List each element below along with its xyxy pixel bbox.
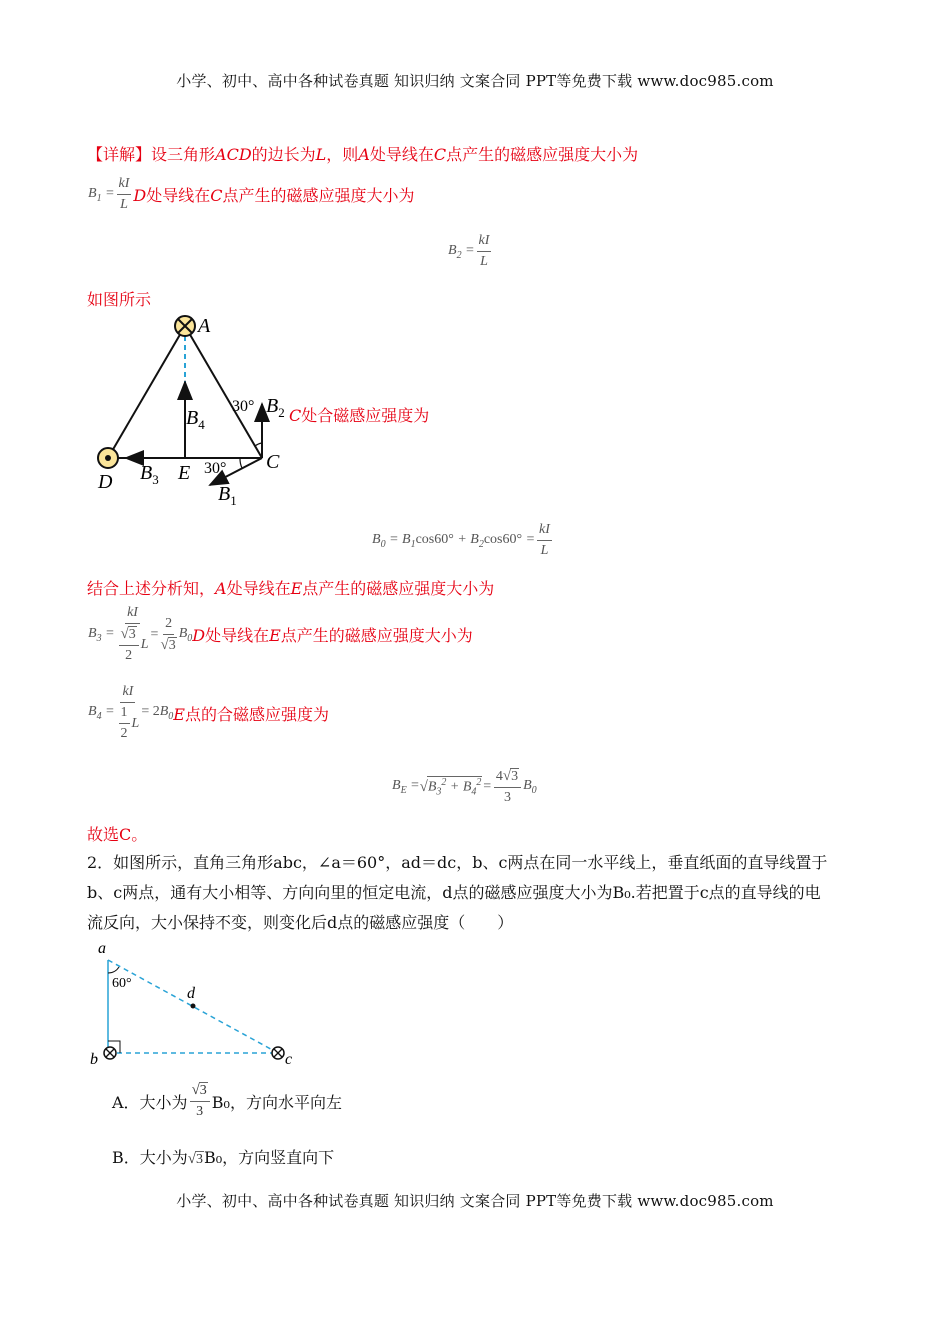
text: 结合上述分析知， [87, 579, 216, 598]
current-into-page-icon [272, 1047, 284, 1059]
current-into-page-icon [104, 1047, 116, 1059]
text: 设三角形 [151, 145, 216, 164]
figure-triangle-abc [85, 940, 315, 1070]
side-ac [185, 326, 262, 458]
answer-text: 故选C。 [87, 825, 148, 844]
formula-b1: $\frac{kI}{L}$ [118, 176, 130, 212]
var-E: E [269, 626, 281, 645]
label-B2: $B_2$ [266, 395, 285, 420]
var-L: L [315, 145, 327, 164]
page-header: 小学、初中、高中各种试卷真题 知识归纳 文案合同 PPT等免费下载 www.doc985.com [176, 72, 774, 90]
var-C: C [433, 145, 447, 164]
text: 点产生的磁感应强度大小为 [446, 145, 639, 164]
question-line-3: 流反向，大小保持不变，则变化后d点的磁感应强度（ ） [87, 913, 514, 932]
formula-b0: $B_0 = B_1\cos 60^\circ + B_2\cos 60^\circ$ = $\frac{kI}{L}$ [372, 522, 550, 558]
combine-text [87, 576, 494, 599]
current-out-of-page-icon [98, 448, 118, 468]
var-D: D [133, 186, 147, 205]
question-line-1: 2．如图所示，直角三角形abc，∠a＝60°，ad＝dc，b、c两点在同一水平线上，垂直纸面的直导线置于 [87, 853, 828, 872]
text: 点产生的磁感应强度大小为 [302, 579, 495, 598]
option-b[interactable]: B．大小为√3B₀，方向竖直向下 [112, 1148, 335, 1167]
label-b: b [90, 1051, 98, 1068]
c-total-field-text [289, 403, 429, 426]
option-a-frac: $\frac{√3}{3}$ [190, 1082, 210, 1120]
point-d [191, 1004, 196, 1009]
label-angle-30-top: 30° [232, 398, 255, 415]
formula-b1-line: $B_1$ = $\frac{kI}{L}$ D处导线在C点产生的磁感应强度大小为 [88, 176, 415, 212]
formula-b3-line: $B_3$ = kI $\frac{√3}{2}$ L = $\frac{2}{√3}$ $B_0$ D处导线在E点产生的磁感应强度大小为 [88, 605, 473, 663]
label-A: A [198, 315, 211, 337]
angle-arc-bottom [240, 458, 242, 468]
label-E: E [178, 462, 191, 484]
label-C: C [266, 451, 280, 473]
page-footer: 小学、初中、高中各种试卷真题 知识归纳 文案合同 PPT等免费下载 www.doc985.com [176, 1192, 774, 1210]
current-into-page-icon [175, 316, 195, 336]
text: 处导线在 [369, 145, 434, 164]
label-D: D [98, 471, 113, 493]
formula-b4-frac: kI $\frac{1}{2}$ L [120, 684, 140, 741]
label-B3: $B_3$ [140, 462, 159, 487]
formula-b3-coef: $\frac{2}{√3}$ [160, 615, 176, 653]
formula-b2: $B_2$ = $\frac{kI}{L}$ [448, 233, 490, 269]
triangle-name: ACD [215, 145, 252, 164]
option-b-label: B．大小为 [112, 1148, 188, 1167]
var-A: A [215, 579, 227, 598]
label-c: c [285, 1051, 293, 1068]
var-E: E [290, 579, 303, 598]
var-D: D [192, 626, 206, 645]
text: 点产生的磁感应强度大小为 [222, 186, 415, 205]
text: 的边长为 [251, 145, 316, 164]
text: 点产生的磁感应强度大小为 [280, 626, 473, 645]
angle-arc-top [255, 443, 262, 446]
angle-arc-a [108, 967, 119, 973]
formula-be: $B_E$ = √ $B_3^2 + B_4^2$ = $\frac{4√3}{3}$ $B_0$ [392, 768, 537, 805]
option-a[interactable] [112, 1082, 342, 1120]
solution-intro [87, 142, 638, 165]
side-ad [108, 326, 185, 458]
var-C: C [289, 406, 302, 425]
text: 处合磁感应强度为 [301, 406, 430, 425]
var-C: C [210, 186, 223, 205]
var-E: E [173, 704, 185, 724]
text: 处导线在 [146, 186, 211, 205]
text: ，则 [326, 145, 359, 164]
option-b-tail: B₀，方向竖直向下 [204, 1148, 335, 1167]
as-shown: 如图所示 [87, 290, 152, 309]
label-angle-30-bottom: 30° [204, 460, 227, 477]
option-a-label: A．大小为 [112, 1092, 188, 1112]
label-angle-60: 60° [112, 976, 132, 991]
formula-b4-line: $B_4$ = kI $\frac{1}{2}$ L = $2B_0$ E点的合磁感应强度为 [88, 684, 329, 741]
question-2 [87, 848, 867, 938]
var-A: A [358, 145, 370, 164]
formula-b3-frac: kI $\frac{√3}{2}$ L [120, 605, 149, 663]
detail-tag: 【详解】 [87, 145, 152, 164]
text: 处导线在 [226, 579, 291, 598]
question-line-2: b、c两点，通有大小相等、方向向里的恒定电流，d点的磁感应强度大小为B₀.若把置于c点的直导线的电 [87, 883, 821, 902]
text: 处导线在 [205, 626, 270, 645]
label-B1: $B_1$ [218, 483, 237, 508]
label-B4: $B_4$ [186, 407, 205, 432]
option-a-tail: B₀，方向水平向左 [211, 1092, 342, 1112]
label-a: a [98, 940, 106, 957]
label-d: d [187, 985, 195, 1002]
text: 点的合磁感应强度为 [184, 704, 329, 724]
